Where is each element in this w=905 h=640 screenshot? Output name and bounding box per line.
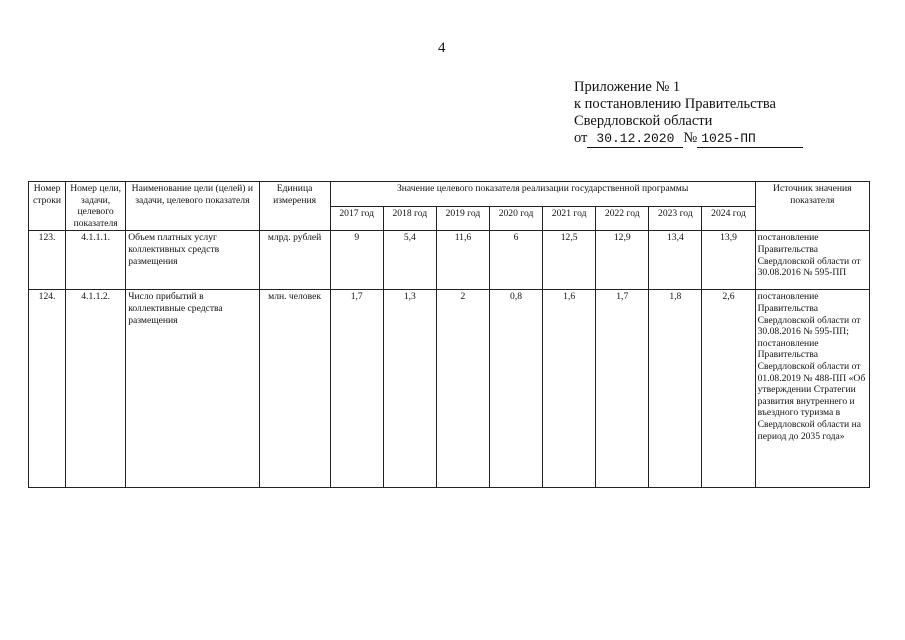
- cell-value: 13,4: [649, 231, 702, 290]
- header-row-1: [29, 182, 870, 207]
- header-year: 2021 год: [543, 206, 596, 231]
- cell-source: постановление Правительства Свердловской области от 30.08.2016 № 595-ПП; постановление Правительства Свердловской области от 01.08.2019 № 488-ПП «Об утверждении Стратегии развития внутреннего и въездного туризма в Свердловской области на период до 2035 года»: [755, 290, 869, 488]
- header-row-no: Номер строки: [29, 182, 66, 231]
- cell-unit: млрд. рублей: [259, 231, 330, 290]
- header-year: 2024 год: [702, 206, 755, 231]
- header-unit: Единица измерения: [259, 182, 330, 231]
- cell-row-no: 123.: [29, 231, 66, 290]
- cell-name: Число прибытий в коллективные средства размещения: [126, 290, 259, 488]
- appendix-block: [574, 79, 803, 148]
- cell-value: 5,4: [383, 231, 436, 290]
- cell-value: 11,6: [436, 231, 489, 290]
- cell-value: 12,9: [596, 231, 649, 290]
- table-row: [29, 231, 870, 290]
- cell-source: постановление Правительства Свердловской области от 30.08.2016 № 595-ПП: [755, 231, 869, 290]
- date-prefix: от: [574, 130, 588, 146]
- cell-value: 9: [330, 231, 383, 290]
- cell-name: Объем платных услуг коллективных средств размещения: [126, 231, 259, 290]
- cell-unit: млн. человек: [259, 290, 330, 488]
- number-prefix: №: [683, 130, 698, 146]
- cell-value: 1,7: [330, 290, 383, 488]
- header-name: Наименование цели (целей) и задачи, целевого показателя: [126, 182, 259, 231]
- cell-value: 1,7: [596, 290, 649, 488]
- cell-value: 1,8: [649, 290, 702, 488]
- cell-value: 1,6: [543, 290, 596, 488]
- decree-date: 30.12.2020: [587, 130, 683, 148]
- decree-number: 1025-ПП: [697, 130, 803, 148]
- appendix-line-3: Свердловской области: [574, 113, 713, 129]
- cell-goal-no: 4.1.1.2.: [66, 290, 126, 488]
- table-row: [29, 290, 870, 488]
- appendix-date-line: [574, 130, 803, 148]
- header-goal-no: Номер цели, задачи, целевого показателя: [66, 182, 126, 231]
- cell-row-no: 124.: [29, 290, 66, 488]
- cell-value: 13,9: [702, 231, 755, 290]
- header-year: 2017 год: [330, 206, 383, 231]
- cell-value: 0,8: [489, 290, 542, 488]
- cell-value: 6: [489, 231, 542, 290]
- appendix-line-2: к постановлению Правительства: [574, 96, 776, 112]
- header-year: 2020 год: [489, 206, 542, 231]
- header-year: 2018 год: [383, 206, 436, 231]
- header-year: 2019 год: [436, 206, 489, 231]
- header-source: Источник значения показателя: [755, 182, 869, 231]
- cell-value: 2,6: [702, 290, 755, 488]
- cell-value: 2: [436, 290, 489, 488]
- cell-goal-no: 4.1.1.1.: [66, 231, 126, 290]
- appendix-title: Приложение № 1: [574, 79, 681, 95]
- page-number: 4: [438, 40, 446, 56]
- header-values-group: Значение целевого показателя реализации государственной программы: [330, 182, 755, 207]
- cell-value: 12,5: [543, 231, 596, 290]
- header-year: 2022 год: [596, 206, 649, 231]
- indicators-table: [28, 181, 870, 488]
- cell-value: 1,3: [383, 290, 436, 488]
- header-year: 2023 год: [649, 206, 702, 231]
